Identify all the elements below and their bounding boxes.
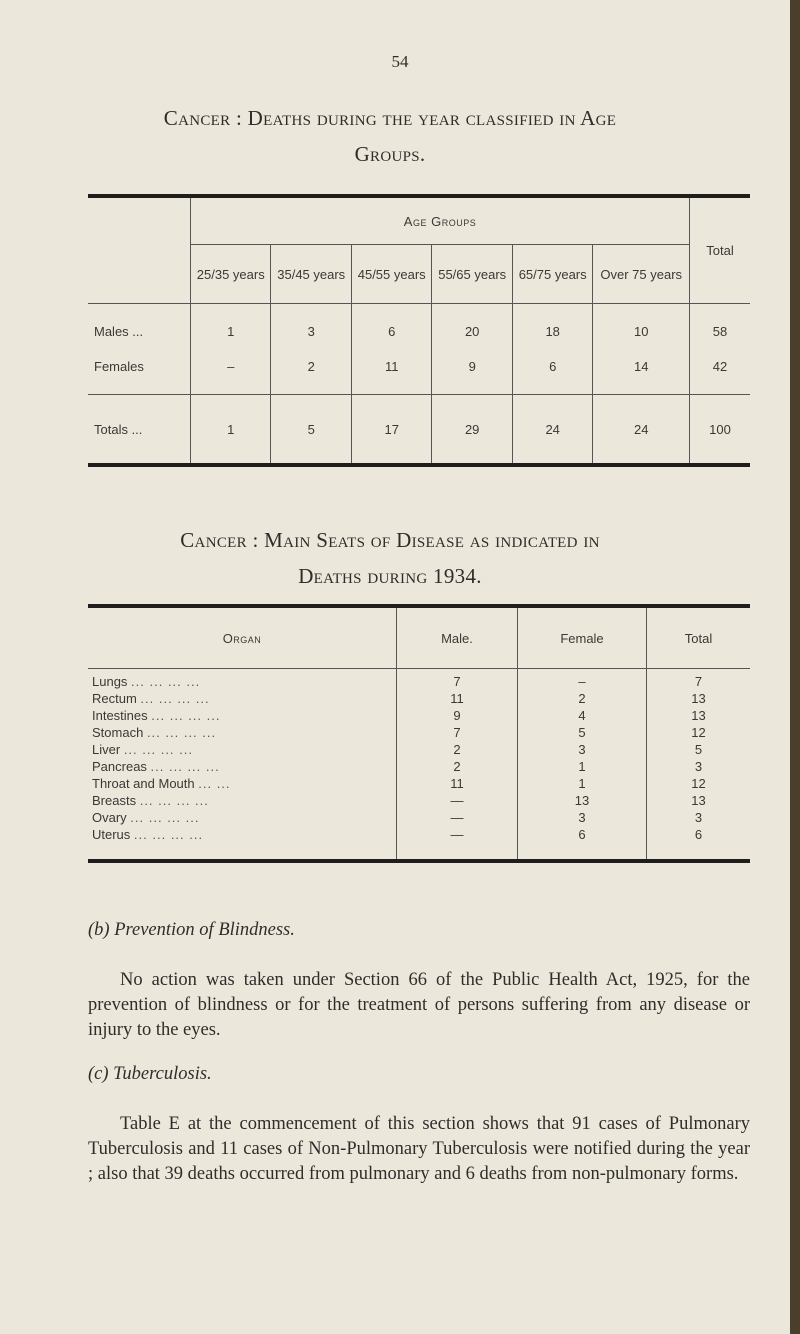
cell: 24 bbox=[512, 395, 592, 466]
row-label: Males ... bbox=[94, 324, 144, 339]
age-groups-header: Age Groups bbox=[191, 196, 690, 245]
cell: 6 bbox=[512, 349, 592, 384]
table2-title bbox=[90, 522, 690, 594]
total-header: Total bbox=[647, 606, 751, 669]
total-cell: 13 bbox=[647, 792, 751, 809]
organ-cell: Lungs ... ... ... ... bbox=[92, 674, 201, 689]
cell: 3 bbox=[271, 314, 351, 349]
row-label: Totals ... bbox=[88, 395, 191, 466]
female-cell: 5 bbox=[518, 724, 647, 741]
col-header: Over 75 years bbox=[593, 245, 690, 304]
female-cell: 4 bbox=[518, 707, 647, 724]
male-header: Male. bbox=[397, 606, 518, 669]
female-cell: 2 bbox=[518, 690, 647, 707]
male-cell: 7 bbox=[397, 724, 518, 741]
cell: 14 bbox=[593, 349, 690, 384]
female-cell: 3 bbox=[518, 741, 647, 758]
organ-cell: Liver ... ... ... ... bbox=[92, 742, 193, 757]
row-total: 42 bbox=[690, 349, 751, 384]
total-cell: 3 bbox=[647, 758, 751, 775]
male-cell: — bbox=[397, 792, 518, 809]
female-cell: 3 bbox=[518, 809, 647, 826]
cell: 17 bbox=[351, 395, 431, 466]
table-row bbox=[88, 809, 750, 826]
male-cell: — bbox=[397, 826, 518, 861]
age-groups-table bbox=[88, 194, 750, 467]
cell: 10 bbox=[593, 314, 690, 349]
row-total: 58 bbox=[690, 314, 751, 349]
cell: 11 bbox=[351, 349, 431, 384]
cell: 1 bbox=[191, 395, 271, 466]
total-cell: 7 bbox=[647, 669, 751, 691]
col-header: 65/75 years bbox=[512, 245, 592, 304]
table-row bbox=[88, 826, 750, 861]
female-cell: – bbox=[518, 669, 647, 691]
male-cell: 9 bbox=[397, 707, 518, 724]
male-cell: 7 bbox=[397, 669, 518, 691]
grand-total: 100 bbox=[690, 395, 751, 466]
corner-cell bbox=[88, 196, 191, 304]
organ-cell: Uterus ... ... ... ... bbox=[92, 827, 204, 842]
organ-cell: Ovary ... ... ... ... bbox=[92, 810, 200, 825]
organ-cell: Intestines ... ... ... ... bbox=[92, 708, 221, 723]
table2-title-line2: Deaths during 1934. bbox=[298, 564, 482, 588]
female-cell: 6 bbox=[518, 826, 647, 861]
col-header: 35/45 years bbox=[271, 245, 351, 304]
organ-cell: Breasts ... ... ... ... bbox=[92, 793, 209, 808]
section-c-heading: (c) Tuberculosis. bbox=[88, 1064, 212, 1084]
total-cell: 5 bbox=[647, 741, 751, 758]
table-row bbox=[88, 741, 750, 758]
table-row bbox=[88, 758, 750, 775]
table1-title bbox=[90, 100, 690, 172]
male-cell: — bbox=[397, 809, 518, 826]
totals-row bbox=[88, 395, 750, 466]
table-row bbox=[88, 690, 750, 707]
table-row bbox=[88, 775, 750, 792]
cell: – bbox=[191, 349, 271, 384]
total-header: Total bbox=[690, 196, 751, 304]
disease-seats-table bbox=[88, 604, 750, 863]
organ-cell: Pancreas ... ... ... ... bbox=[92, 759, 220, 774]
female-cell: 13 bbox=[518, 792, 647, 809]
cell: 29 bbox=[432, 395, 512, 466]
page-number: 54 bbox=[391, 52, 409, 71]
page-edge-shadow bbox=[790, 0, 800, 1334]
table-row bbox=[88, 314, 750, 349]
male-cell: 11 bbox=[397, 690, 518, 707]
cell: 20 bbox=[432, 314, 512, 349]
table-row bbox=[88, 724, 750, 741]
organ-cell: Stomach ... ... ... ... bbox=[92, 725, 217, 740]
cell: 24 bbox=[593, 395, 690, 466]
table1-title-line2: Groups. bbox=[354, 142, 426, 166]
table-row bbox=[88, 792, 750, 809]
total-cell: 12 bbox=[647, 775, 751, 792]
cell: 9 bbox=[432, 349, 512, 384]
female-header: Female bbox=[518, 606, 647, 669]
cell: 2 bbox=[271, 349, 351, 384]
female-cell: 1 bbox=[518, 775, 647, 792]
col-header: 55/65 years bbox=[432, 245, 512, 304]
section-c-text: Table E at the commencement of this section shows that 91 cases of Pulmonary Tuberculosis and 11 cases of Non-Pulmonary Tuberculosis were notified during the year ; also that 39 deaths occurred from pulmonary and 6 deaths from non-pulmonary forms. bbox=[88, 1114, 750, 1184]
total-cell: 12 bbox=[647, 724, 751, 741]
section-b-heading: (b) Prevention of Blindness. bbox=[88, 920, 295, 940]
total-cell: 13 bbox=[647, 707, 751, 724]
table2-title-line1: Cancer : Main Seats of Disease as indicated in bbox=[180, 528, 600, 552]
cell: 5 bbox=[271, 395, 351, 466]
row-label: Females bbox=[94, 359, 144, 374]
male-cell: 2 bbox=[397, 741, 518, 758]
table1-title-line1: Cancer : Deaths during the year classified in Age bbox=[163, 106, 617, 130]
total-cell: 6 bbox=[647, 826, 751, 861]
table-row bbox=[88, 707, 750, 724]
section-b-text: No action was taken under Section 66 of the Public Health Act, 1925, for the prevention of blindness or for the treatment of persons suffering from any disease or injury to the eyes. bbox=[88, 970, 750, 1040]
organ-header: Organ bbox=[88, 606, 397, 669]
organ-cell: Throat and Mouth ... ... bbox=[92, 776, 231, 791]
cell: 6 bbox=[351, 314, 431, 349]
section-b-paragraph bbox=[88, 968, 750, 1043]
col-header: 25/35 years bbox=[191, 245, 271, 304]
male-cell: 11 bbox=[397, 775, 518, 792]
col-header: 45/55 years bbox=[351, 245, 431, 304]
total-cell: 13 bbox=[647, 690, 751, 707]
table-row bbox=[88, 669, 750, 691]
total-cell: 3 bbox=[647, 809, 751, 826]
table-row bbox=[88, 349, 750, 384]
organ-cell: Rectum ... ... ... ... bbox=[92, 691, 210, 706]
male-cell: 2 bbox=[397, 758, 518, 775]
section-c-paragraph bbox=[88, 1112, 750, 1187]
cell: 1 bbox=[191, 314, 271, 349]
cell: 18 bbox=[512, 314, 592, 349]
female-cell: 1 bbox=[518, 758, 647, 775]
